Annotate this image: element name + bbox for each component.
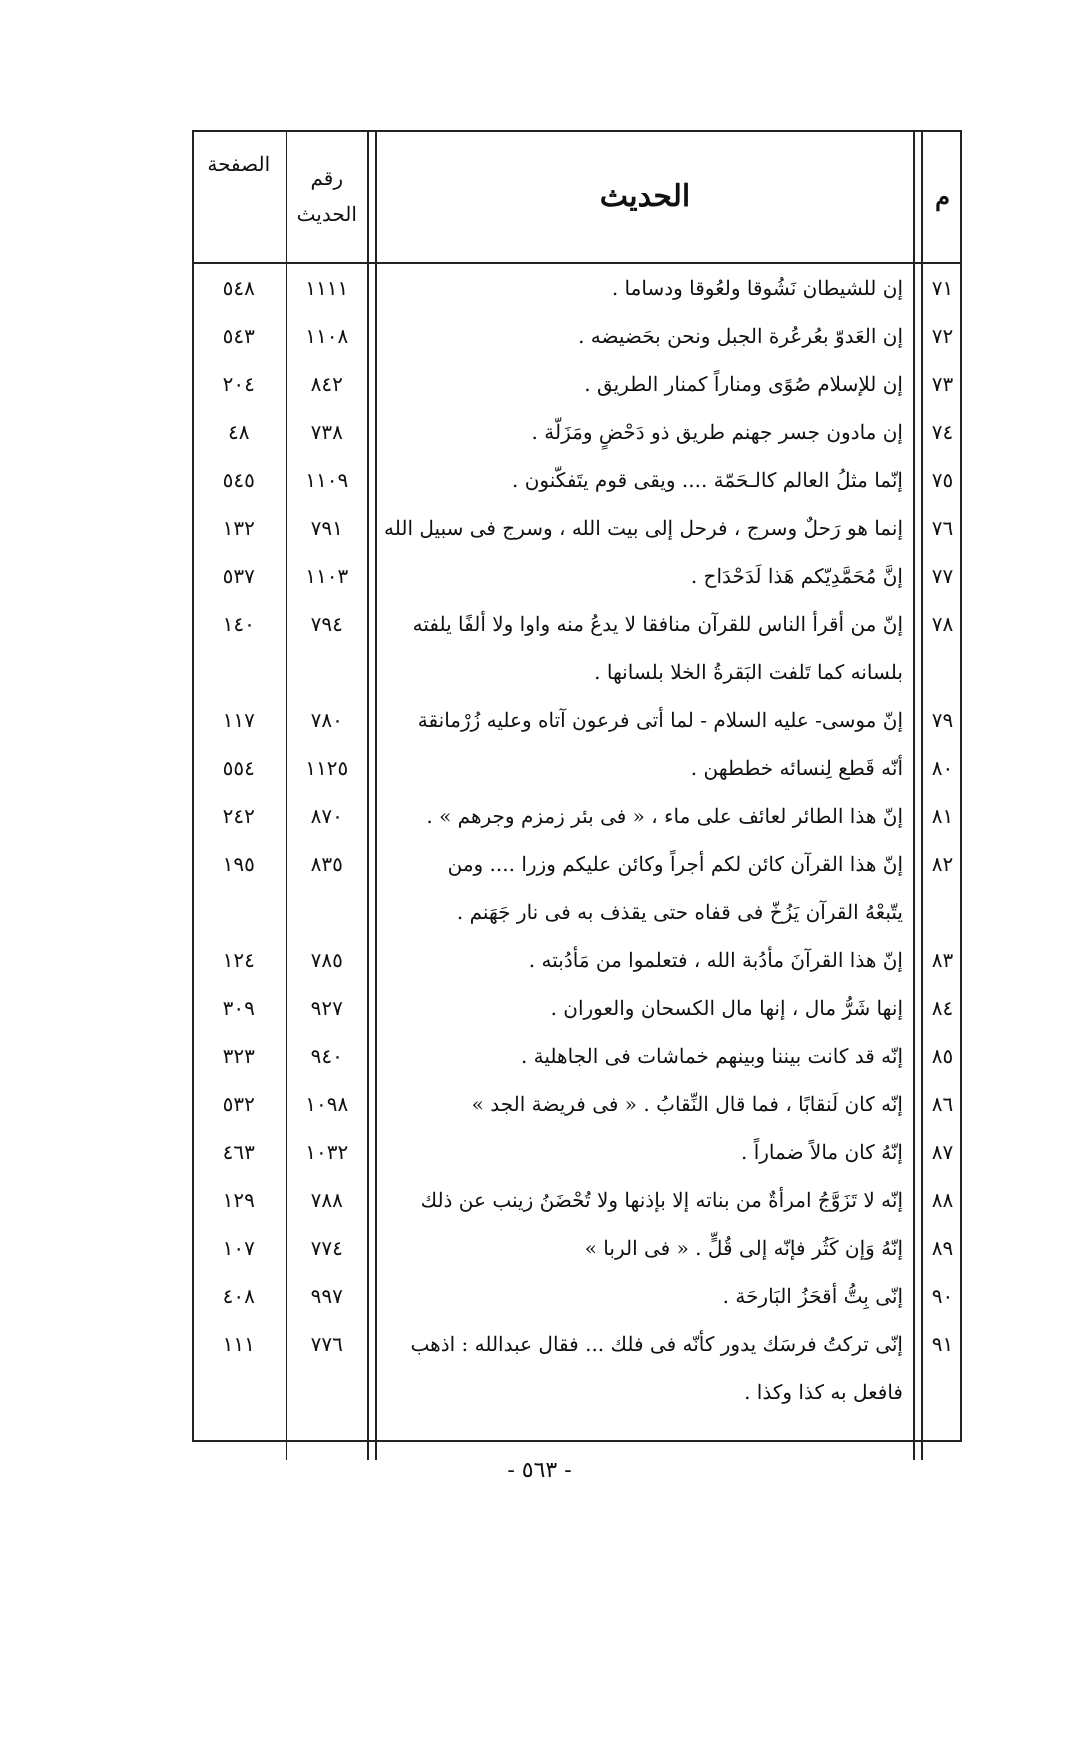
row-divider: [914, 504, 922, 552]
table-spacer-row: [192, 1416, 962, 1460]
row-page: ٤٨: [228, 420, 250, 444]
row-number: ٧١: [922, 263, 962, 312]
row-divider-2: [368, 888, 376, 936]
table-row: [192, 936, 962, 984]
row-hadith-text: إن للإسلام صُوًى ومناراً كمنار الطريق .: [376, 360, 914, 408]
row-number: ٧٦: [922, 504, 962, 552]
row-divider: [914, 552, 922, 600]
row-number: ٨٥: [922, 1032, 962, 1080]
row-hadith-text: إن للشيطان نَشُوقا ولعُوقا ودساما .: [376, 263, 914, 312]
row-divider-2: [368, 600, 376, 648]
row-hadith-text: إنّ هذا الطائر لعائف على ماء ، « فى بئر زمزم وجرهم » .: [376, 792, 914, 840]
row-divider-2: [368, 696, 376, 744]
row-hadith-id: ٨٤٢: [286, 360, 368, 408]
row-divider: [914, 1320, 922, 1368]
row-divider-2: [368, 552, 376, 600]
row-page: ٥٤٨: [222, 276, 255, 300]
row-page: [192, 1368, 286, 1416]
row-hadith-text: إنّه كان لَنقابًا ، فما قال النِّقابُ . « فى فريضة الجد »: [376, 1080, 914, 1128]
row-page: ١٩٥: [222, 852, 255, 876]
row-divider: [914, 263, 922, 312]
header-hadith-id: [286, 130, 368, 263]
row-page: ٢٠٤: [222, 372, 255, 396]
row-divider-2: [368, 984, 376, 1032]
row-hadith-id: ٩٤٠: [286, 1032, 368, 1080]
row-divider: [914, 1272, 922, 1320]
row-hadith-text: إنّ من أقرأ الناس للقرآن منافقا لا يدعُ منه واوا ولا ألفًا يلفته: [376, 600, 914, 648]
spacer-cell: [286, 1416, 368, 1460]
table-row: [192, 648, 962, 696]
table-row: [192, 600, 962, 648]
table-row: [192, 408, 962, 456]
table-row: [192, 1224, 962, 1272]
row-hadith-id: ٧٧٤: [286, 1224, 368, 1272]
row-number: [922, 1368, 962, 1416]
row-number: [922, 888, 962, 936]
table-row: [192, 744, 962, 792]
table-row: [192, 360, 962, 408]
row-hadith-id: [286, 1368, 368, 1416]
row-hadith-id: ٧٨٥: [286, 936, 368, 984]
row-hadith-id: ١١١١: [286, 263, 368, 312]
row-page: ١٢٤: [222, 948, 255, 972]
row-divider: [914, 1224, 922, 1272]
row-number: ٨١: [922, 792, 962, 840]
row-hadith-text: إن مادون جسر جهنم طريق ذو دَحْضٍ ومَزَلّة .: [376, 408, 914, 456]
row-divider-2: [368, 1032, 376, 1080]
row-divider-2: [368, 1128, 376, 1176]
row-divider: [914, 744, 922, 792]
row-divider: [914, 792, 922, 840]
hadith-index-table: [192, 130, 962, 1460]
row-page: ١٢٩: [222, 1188, 255, 1212]
row-number: ٨٠: [922, 744, 962, 792]
row-number: ٧٥: [922, 456, 962, 504]
row-page: [192, 888, 286, 936]
row-divider: [914, 1368, 922, 1416]
row-page: [192, 648, 286, 696]
row-hadith-id: [286, 648, 368, 696]
row-page: ٣٠٩: [222, 996, 255, 1020]
row-hadith-text: إنّ هذا القرآنَ مأدُبة الله ، فتعلموا من مَأدُبته .: [376, 936, 914, 984]
row-page: ١١٧: [222, 708, 255, 732]
row-divider: [914, 408, 922, 456]
row-hadith-text: بلسانه كما تَلفت البَقرةُ الخلا بلسانها .: [376, 648, 914, 696]
row-divider-2: [368, 312, 376, 360]
row-hadith-text: إنّهُ كان مالاً ضماراً .: [376, 1128, 914, 1176]
row-hadith-text: إنّهُ وَإن كَثُر فإنّه إلى قُلٍّ . « فى الربا »: [376, 1224, 914, 1272]
spacer-cell: [368, 1416, 376, 1460]
row-hadith-text: إنّ هذا القرآن كائن لكم أجراً وكائن عليكم وزرا .... ومن: [376, 840, 914, 888]
row-number: ٧٧: [922, 552, 962, 600]
row-number: ٩١: [922, 1320, 962, 1368]
row-divider: [914, 840, 922, 888]
header-divider: [914, 130, 922, 263]
table-row: [192, 312, 962, 360]
table-row: [192, 263, 962, 312]
table-row: [192, 504, 962, 552]
row-divider: [914, 312, 922, 360]
table-row: [192, 1128, 962, 1176]
row-number: ٧٩: [922, 696, 962, 744]
header-hadith-id-line2: الحديث: [296, 202, 357, 226]
table-row: [192, 1272, 962, 1320]
table-row: [192, 456, 962, 504]
row-hadith-text: إنّى تركتُ فرسَك يدور كأنّه فى فلك ... فقال عبدالله : اذهب: [376, 1320, 914, 1368]
row-hadith-id: ٩٩٧: [286, 1272, 368, 1320]
row-number: ٨٤: [922, 984, 962, 1032]
row-divider-2: [368, 456, 376, 504]
spacer-cell: [922, 1416, 962, 1460]
row-divider-2: [368, 840, 376, 888]
row-hadith-id: ١١٠٩: [286, 456, 368, 504]
row-hadith-id: ٧٩١: [286, 504, 368, 552]
row-divider-2: [368, 1320, 376, 1368]
row-divider: [914, 936, 922, 984]
table-row: [192, 1032, 962, 1080]
row-page: ١١١: [222, 1332, 255, 1356]
row-hadith-id: ٨٣٥: [286, 840, 368, 888]
row-hadith-id: ٨٧٠: [286, 792, 368, 840]
row-hadith-text: إنما هو رَحلٌ وسرج ، فرحل إلى بيت الله ، وسرج فى سبيل الله: [376, 504, 914, 552]
row-page: ٢٤٢: [222, 804, 255, 828]
row-divider-2: [368, 1272, 376, 1320]
row-divider-2: [368, 648, 376, 696]
row-hadith-text: إن العَدوّ بعُرعُرة الجبل ونحن بحَضيضه .: [376, 312, 914, 360]
table-row: [192, 696, 962, 744]
row-divider: [914, 360, 922, 408]
row-hadith-id: ١٠٣٢: [286, 1128, 368, 1176]
row-hadith-text: فافعل به كذا وكذا .: [376, 1368, 914, 1416]
page-number: - ٥٦٣ -: [507, 1458, 572, 1483]
table-row: [192, 1080, 962, 1128]
row-page: ٥٣٢: [222, 1092, 255, 1116]
row-divider: [914, 1128, 922, 1176]
row-page: ١٣٢: [222, 516, 255, 540]
row-page: ٥٥٤: [222, 756, 255, 780]
row-divider: [914, 984, 922, 1032]
row-hadith-id: ١١٢٥: [286, 744, 368, 792]
row-hadith-text: إنّما مثلُ العالم كالـحَمّة .... ويقى قوم يتَفكّنون .: [376, 456, 914, 504]
row-number: ٧٤: [922, 408, 962, 456]
row-divider-2: [368, 360, 376, 408]
row-divider: [914, 600, 922, 648]
row-page: ٥٤٣: [222, 324, 255, 348]
row-number: ٨٦: [922, 1080, 962, 1128]
row-divider-2: [368, 792, 376, 840]
row-hadith-text: يتّبعْهُ القرآن يَزُخّ فى قفاه حتى يقذف به فى نار جَهَنم .: [376, 888, 914, 936]
row-divider-2: [368, 1176, 376, 1224]
row-hadith-text: إنّه لا تَزَوَّجُ امرأةٌ من بناته إلا بإذنها ولا تُحْضَنُ زينب عن ذلك: [376, 1176, 914, 1224]
row-number: ٨٢: [922, 840, 962, 888]
row-number: ٨٩: [922, 1224, 962, 1272]
spacer-cell: [376, 1416, 914, 1460]
row-number: ٧٨: [922, 600, 962, 648]
row-number: ٨٨: [922, 1176, 962, 1224]
row-page: ٤٦٣: [222, 1140, 255, 1164]
header-page: الصفحة: [192, 130, 286, 263]
spacer-cell: [192, 1416, 286, 1460]
row-divider: [914, 456, 922, 504]
row-hadith-id: ٧٣٨: [286, 408, 368, 456]
row-number: [922, 648, 962, 696]
row-hadith-id: ١١٠٣: [286, 552, 368, 600]
row-hadith-id: [286, 888, 368, 936]
row-hadith-id: ١٠٩٨: [286, 1080, 368, 1128]
table-row: [192, 984, 962, 1032]
row-hadith-text: إنّ موسى- عليه السلام - لما أتى فرعون آتاه وعليه زُرْمانقة: [376, 696, 914, 744]
row-page: ١٠٧: [222, 1236, 255, 1260]
header-hadith: الحديث: [376, 130, 914, 263]
row-page: ٥٣٧: [222, 564, 255, 588]
header-divider-2: [368, 130, 376, 263]
table-row: [192, 1176, 962, 1224]
row-number: ٨٧: [922, 1128, 962, 1176]
row-hadith-id: ٧٧٦: [286, 1320, 368, 1368]
row-divider: [914, 1032, 922, 1080]
row-divider: [914, 648, 922, 696]
table-header-row: [192, 130, 962, 263]
row-hadith-text: إنَّ مُحَمَّدِيّكم هَذا لَدَحْدَاح .: [376, 552, 914, 600]
row-page: ٤٠٨: [222, 1284, 255, 1308]
row-number: ٧٣: [922, 360, 962, 408]
row-divider-2: [368, 744, 376, 792]
table-row: [192, 840, 962, 888]
table-row: [192, 1320, 962, 1368]
table-body: [192, 263, 962, 1460]
row-number: ٧٢: [922, 312, 962, 360]
row-page: ٥٤٥: [222, 468, 255, 492]
row-divider: [914, 1080, 922, 1128]
row-hadith-id: ٩٢٧: [286, 984, 368, 1032]
row-hadith-text: إنها شَرُّ مال ، إنها مال الكسحان والعوران .: [376, 984, 914, 1032]
row-hadith-id: ٧٨٠: [286, 696, 368, 744]
table-row: [192, 552, 962, 600]
table-row: [192, 888, 962, 936]
row-divider-2: [368, 408, 376, 456]
row-divider-2: [368, 504, 376, 552]
row-number: ٩٠: [922, 1272, 962, 1320]
row-hadith-id: ١١٠٨: [286, 312, 368, 360]
row-hadith-id: ٧٩٤: [286, 600, 368, 648]
table-row: [192, 1368, 962, 1416]
row-page: ٣٢٣: [222, 1044, 255, 1068]
row-hadith-id: ٧٨٨: [286, 1176, 368, 1224]
row-divider: [914, 696, 922, 744]
row-number: ٨٣: [922, 936, 962, 984]
table-row: [192, 792, 962, 840]
row-hadith-text: أنّه قَطع لِنسائه خططهن .: [376, 744, 914, 792]
row-hadith-text: إنّى بِتُّ أقحَزُ البَارحَة .: [376, 1272, 914, 1320]
header-hadith-id-line1: رقم: [310, 166, 344, 190]
row-divider-2: [368, 1368, 376, 1416]
row-divider: [914, 1176, 922, 1224]
row-divider-2: [368, 263, 376, 312]
row-divider-2: [368, 1080, 376, 1128]
row-hadith-text: إنّه قد كانت بيننا وبينهم خماشات فى الجاهلية .: [376, 1032, 914, 1080]
row-divider-2: [368, 936, 376, 984]
row-divider: [914, 888, 922, 936]
header-number: م: [922, 130, 962, 263]
row-divider-2: [368, 1224, 376, 1272]
spacer-cell: [914, 1416, 922, 1460]
row-page: ١٤٠: [222, 612, 255, 636]
